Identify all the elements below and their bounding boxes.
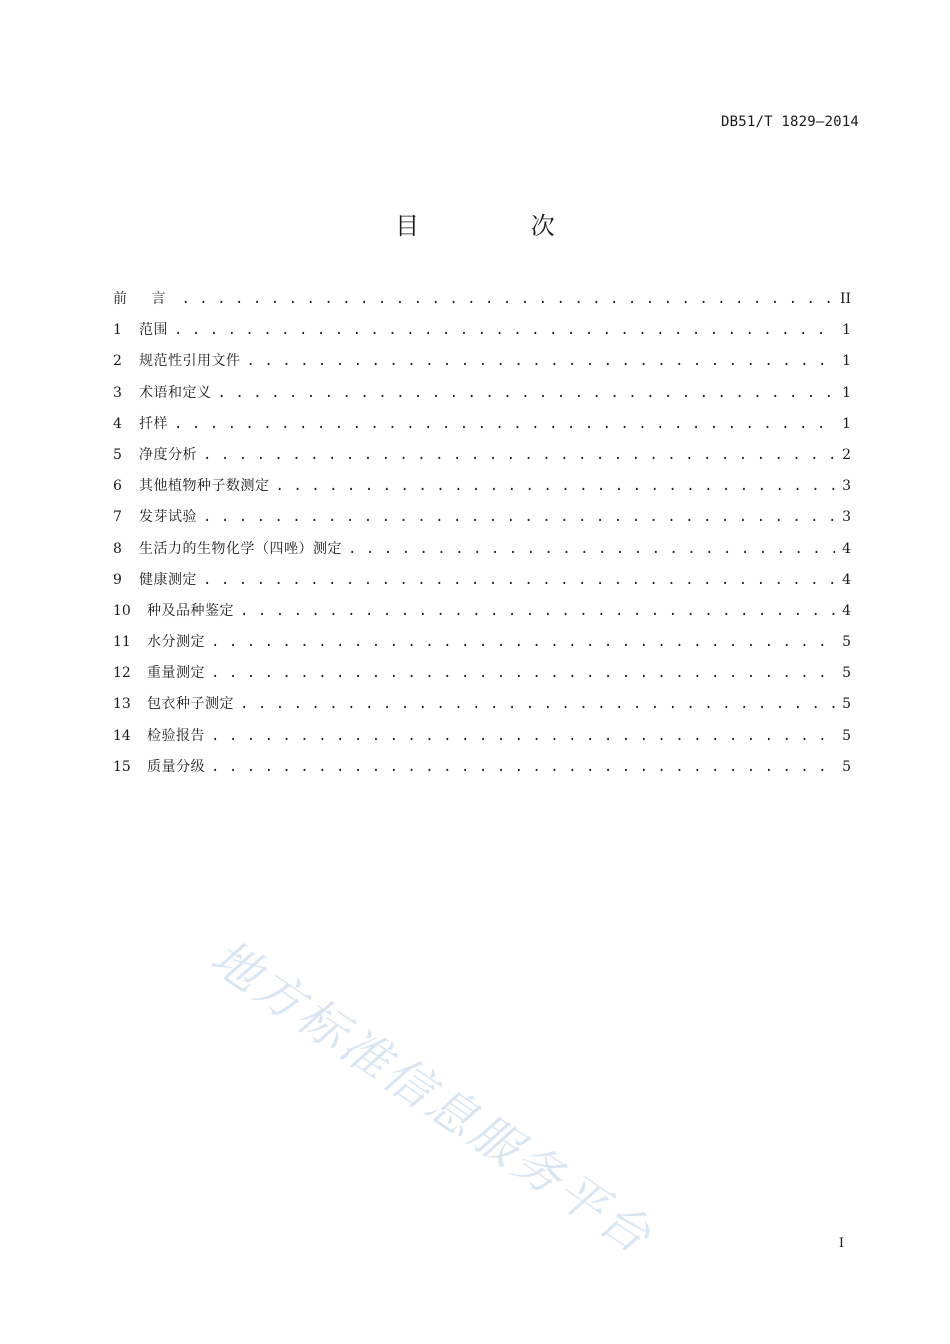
toc-entry-number: 1 <box>113 322 122 339</box>
toc-entry-label: 检验报告 <box>147 727 205 744</box>
toc-entry-number: 7 <box>113 509 122 526</box>
toc-entry-page: 4 <box>842 571 851 588</box>
toc-entry-label: 发芽试验 <box>139 509 197 526</box>
toc-entry-page: 5 <box>842 665 851 682</box>
page-number: I <box>838 1236 844 1251</box>
toc-entry-page: 5 <box>842 696 851 713</box>
toc-leader-dots <box>203 440 835 471</box>
toc-leader-dots <box>211 752 835 783</box>
toc-entry-label: 包衣种子测定 <box>147 696 234 713</box>
toc-entry-9[interactable] <box>113 565 851 596</box>
toc-entry-page: 4 <box>842 540 851 557</box>
toc-leader-dots <box>203 565 835 596</box>
toc-entry-label: 水分测定 <box>147 634 205 651</box>
toc-entry-15[interactable] <box>113 752 851 783</box>
standard-code: DB51/T 1829—2014 <box>720 114 859 130</box>
toc-leader-dots <box>218 378 836 409</box>
toc-entry-page: 4 <box>842 602 851 619</box>
toc-entry-label: 重量测定 <box>147 665 205 682</box>
toc-entry-number: 2 <box>113 353 122 370</box>
toc-leader-dots <box>181 284 833 315</box>
toc-leader-dots <box>174 409 835 440</box>
toc-entry-page: II <box>839 291 851 307</box>
toc-leader-dots <box>247 346 836 377</box>
toc-entry-2[interactable] <box>113 346 851 377</box>
toc-entry-8[interactable] <box>113 534 851 565</box>
toc-entry-13[interactable] <box>113 689 851 720</box>
toc-leader-dots <box>211 627 835 658</box>
toc-leader-dots <box>348 534 835 565</box>
toc-leader-dots <box>211 721 835 752</box>
toc-entry-page: 3 <box>842 509 851 526</box>
toc-entry-label: 质量分级 <box>147 758 205 775</box>
toc-entry-page: 2 <box>842 446 851 463</box>
toc-entry-4[interactable] <box>113 409 851 440</box>
toc-entry-number: 12 <box>113 665 131 682</box>
toc-entry-number: 13 <box>113 696 131 713</box>
toc-entry-label: 前 言 <box>113 291 176 307</box>
toc-entry-page: 5 <box>842 758 851 775</box>
toc-entry-label: 健康测定 <box>139 571 197 588</box>
table-of-contents <box>113 284 851 783</box>
toc-leader-dots <box>211 658 835 689</box>
toc-entry-3[interactable] <box>113 378 851 409</box>
toc-entry-number: 15 <box>113 758 131 775</box>
toc-entry-label: 术语和定义 <box>139 384 212 401</box>
toc-entry-page: 1 <box>842 353 851 370</box>
toc-entry-label: 扦样 <box>139 415 168 432</box>
toc-leader-dots <box>203 502 835 533</box>
toc-entry-number: 6 <box>113 478 122 495</box>
toc-entry-10[interactable] <box>113 596 851 627</box>
toc-entry-7[interactable] <box>113 502 851 533</box>
toc-entry-page: 1 <box>842 415 851 432</box>
toc-entry-1[interactable] <box>113 315 851 346</box>
toc-entry-number: 10 <box>113 602 131 619</box>
toc-entry-label: 种及品种鉴定 <box>147 602 234 619</box>
toc-entry-page: 5 <box>842 634 851 651</box>
toc-entry-page: 3 <box>842 478 851 495</box>
toc-entry-number: 5 <box>113 446 122 463</box>
toc-entry-14[interactable] <box>113 721 851 752</box>
toc-entry-11[interactable] <box>113 627 851 658</box>
toc-entry-page: 1 <box>842 322 851 339</box>
toc-entry-label: 净度分析 <box>139 446 197 463</box>
toc-entry-number: 3 <box>113 384 122 401</box>
toc-entry-number: 8 <box>113 540 122 557</box>
toc-leader-dots <box>276 471 836 502</box>
toc-entry-page: 1 <box>842 384 851 401</box>
toc-entry-6[interactable] <box>113 471 851 502</box>
toc-entry-12[interactable] <box>113 658 851 689</box>
toc-entry-number: 9 <box>113 571 122 588</box>
toc-entry-number: 14 <box>113 727 131 744</box>
watermark: 地方标准信息服务平台 <box>200 929 663 1267</box>
toc-entry-number: 11 <box>113 634 131 651</box>
toc-entry-5[interactable] <box>113 440 851 471</box>
toc-entry-page: 5 <box>842 727 851 744</box>
toc-entry-foreword[interactable] <box>113 284 851 315</box>
toc-entry-label: 规范性引用文件 <box>139 353 241 370</box>
toc-leader-dots <box>174 315 835 346</box>
toc-leader-dots <box>240 689 835 720</box>
toc-leader-dots <box>240 596 835 627</box>
page-title: 目 次 <box>395 212 607 240</box>
toc-entry-label: 其他植物种子数测定 <box>139 478 270 495</box>
toc-entry-label: 生活力的生物化学（四唑）测定 <box>139 540 342 557</box>
toc-entry-label: 范围 <box>139 322 168 339</box>
toc-entry-number: 4 <box>113 415 122 432</box>
